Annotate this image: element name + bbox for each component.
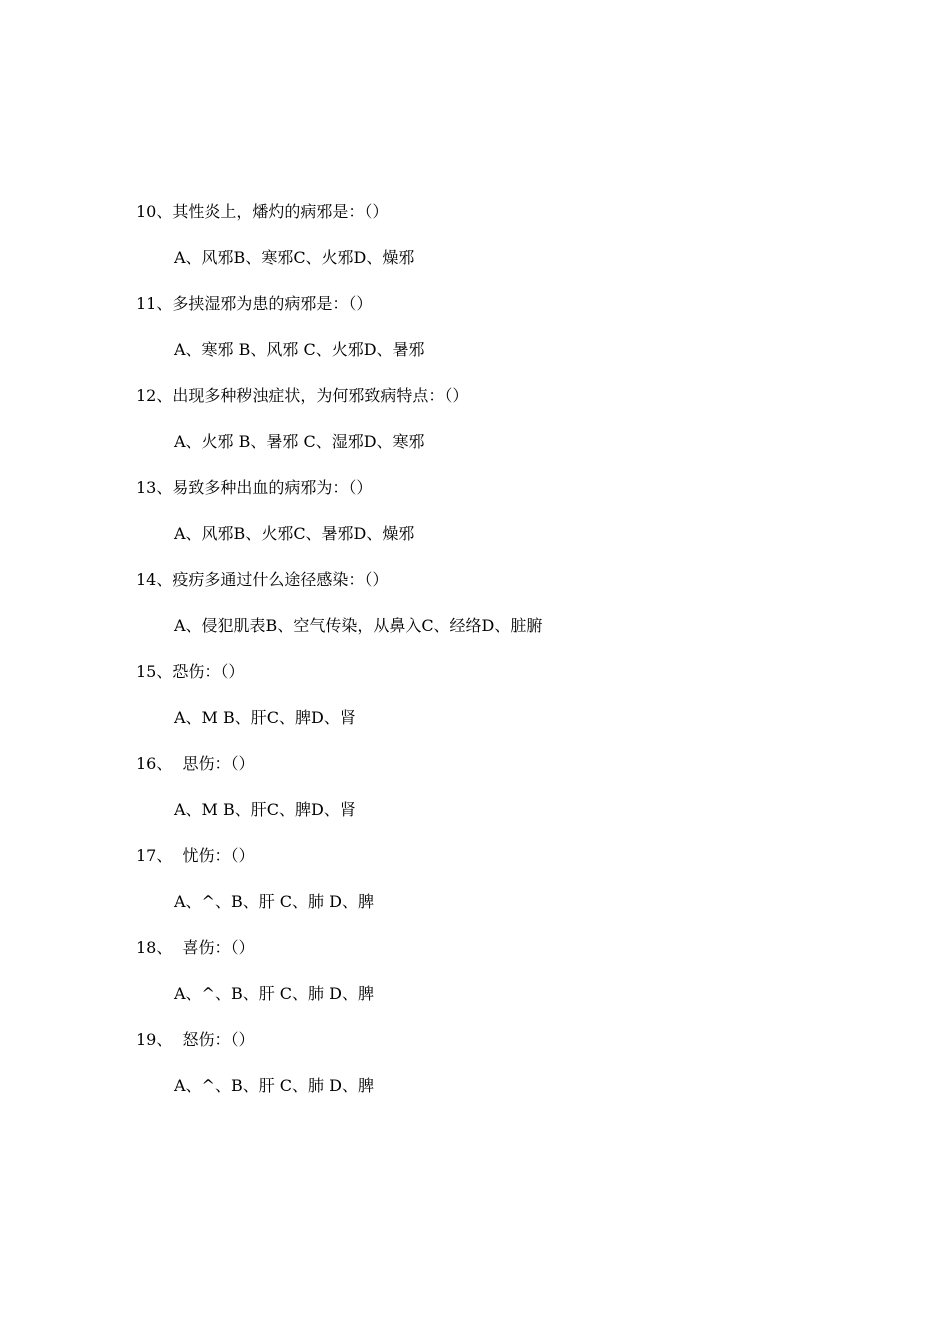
question-stem: 15、恐伤：（） bbox=[136, 662, 245, 681]
question-stem: 13、易致多种出血的病邪为：（） bbox=[136, 478, 373, 497]
question-16 bbox=[136, 750, 896, 842]
question-options: A、风邪B、火邪C、暑邪D、燥邪 bbox=[174, 524, 415, 543]
question-options: A、^、B、肝 C、肺 D、脾 bbox=[174, 892, 374, 911]
question-stem: 11、多挟湿邪为患的病邪是：（） bbox=[136, 294, 373, 313]
question-stem: 19、 怒伤：（） bbox=[136, 1030, 255, 1049]
question-options: A、^、B、肝 C、肺 D、脾 bbox=[174, 984, 374, 1003]
question-options: A、^、B、肝 C、肺 D、脾 bbox=[174, 1076, 374, 1095]
question-stem: 10、其性炎上，燔灼的病邪是：（） bbox=[136, 202, 389, 221]
question-10 bbox=[136, 198, 896, 290]
question-options: A、寒邪 B、风邪 C、火邪D、暑邪 bbox=[174, 340, 425, 359]
question-18 bbox=[136, 934, 896, 1026]
question-19 bbox=[136, 1026, 896, 1118]
question-options: A、侵犯肌表B、空气传染，从鼻入C、经络D、脏腑 bbox=[174, 616, 543, 635]
question-14 bbox=[136, 566, 896, 658]
question-17 bbox=[136, 842, 896, 934]
question-13 bbox=[136, 474, 896, 566]
question-options: A、M B、肝C、脾D、肾 bbox=[174, 708, 356, 727]
question-list bbox=[136, 198, 896, 1118]
question-options: A、M B、肝C、脾D、肾 bbox=[174, 800, 356, 819]
question-stem: 12、出现多种秽浊症状，为何邪致病特点：（） bbox=[136, 386, 469, 405]
question-11 bbox=[136, 290, 896, 382]
question-12 bbox=[136, 382, 896, 474]
question-15 bbox=[136, 658, 896, 750]
question-options: A、火邪 B、暑邪 C、湿邪D、寒邪 bbox=[174, 432, 425, 451]
question-stem: 18、 喜伤：（） bbox=[136, 938, 255, 957]
question-options: A、风邪B、寒邪C、火邪D、燥邪 bbox=[174, 248, 415, 267]
question-stem: 16、 思伤：（） bbox=[136, 754, 255, 773]
question-stem: 17、 忧伤：（） bbox=[136, 846, 255, 865]
question-stem: 14、疫疠多通过什么途径感染：（） bbox=[136, 570, 389, 589]
